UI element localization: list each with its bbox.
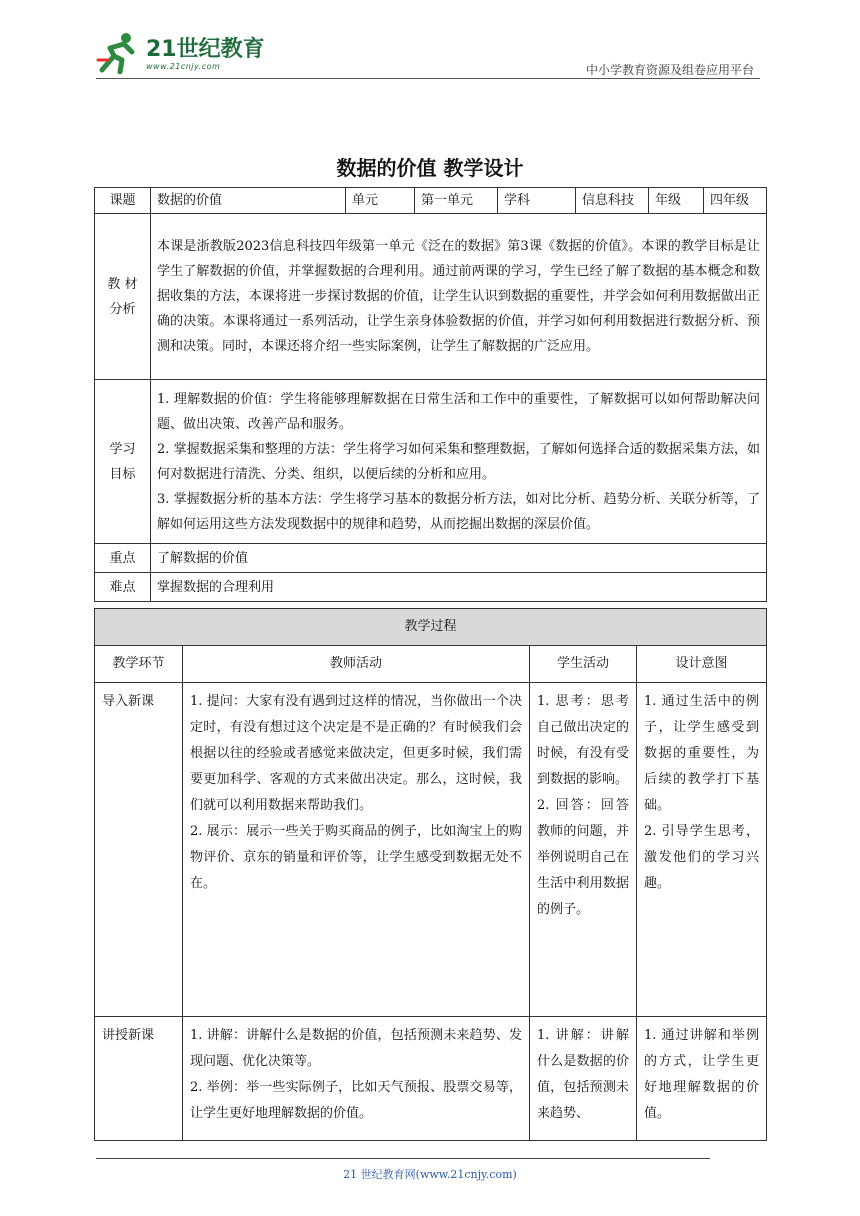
teacher-activity-item: 2. 举例：举一些实际例子，比如天气预报、股票交易等，让学生更好地理解数据的价值。: [190, 1080, 522, 1121]
goals-label-line1: 学习: [109, 441, 136, 457]
column-header: 教师活动: [183, 646, 530, 683]
lesson-info-table: [94, 187, 767, 602]
logo: [96, 30, 266, 78]
student-activity-item: 1. 思考：思考自己做出决定的时候，有没有受到数据的影响。: [537, 694, 629, 787]
unit-value: 第一单元: [415, 188, 498, 214]
platform-name: 中小学教育资源及组卷应用平台: [585, 63, 754, 77]
analysis-label-line1: 教 材: [107, 276, 138, 292]
key-point-label: 重点: [95, 544, 151, 573]
subject-value: 信息科技: [576, 188, 649, 214]
document-title: 数据的价值 教学设计: [336, 156, 524, 180]
subject-label: 学科: [498, 188, 576, 214]
student-activity-cell: [530, 1017, 637, 1141]
goals-row: [95, 380, 767, 544]
goal-item: 2. 掌握数据采集和整理的方法：学生将学习如何采集和整理数据，了解如何选择合适的数据采集方法，如何对数据进行清洗、分类、组织，以便后续的分析和应用。: [157, 441, 760, 482]
analysis-label: [95, 214, 151, 380]
design-intent-item: 2. 引导学生思考，激发他们的学习兴趣。: [644, 824, 760, 891]
goals-label-line2: 目标: [109, 466, 136, 482]
teacher-activity-item: 1. 提问：大家有没有遇到过这样的情况，当你做出一个决定时，有没有想过这个决定是不是正确的？有时候我们会根据以往的经验或者感觉来做决定，但更多时候，我们需要更加科学、客观的方式来做出决定。那么，这时候，我们就可以利用数据来帮助我们。: [190, 694, 522, 813]
teaching-process-table: [94, 608, 767, 1141]
design-intent-item: 1. 通过讲解和举例的方式，让学生更好地理解数据的价值。: [644, 1028, 760, 1121]
design-intent-cell: [637, 683, 767, 1017]
goal-item: 3. 掌握数据分析的基本方法：学生将学习基本的数据分析方法，如对比分析、趋势分析、关联分析等，了解如何运用这些方法发现数据中的规律和趋势，从而挖掘出数据的深层价值。: [157, 491, 760, 532]
analysis-text: 本课是浙教版2023信息科技四年级第一单元《泛在的数据》第3课《数据的价值》。本课的教学目标是让学生了解数据的价值，并掌握数据的合理利用。通过前两课的学习，学生已经了解了数据的基本概念和数据收集的方法，本课将进一步探讨数据的价值，让学生认识到数据的重要性，并学会如何利用数据做出正确的决策。本课将通过一系列活动，让学生亲身体验数据的价值，并学习如何利用数据进行数据分析、预测和决策。同时，本课还将介绍一些实际案例，让学生了解数据的广泛应用。: [151, 214, 767, 380]
process-header-row: [95, 646, 767, 683]
key-point-row: [95, 544, 767, 573]
teacher-activity-cell: [183, 1017, 530, 1141]
column-header: 学生活动: [530, 646, 637, 683]
difficulty-value: 掌握数据的合理利用: [151, 573, 767, 602]
header-divider: [96, 78, 760, 79]
info-row: [95, 188, 767, 214]
course-label: 课题: [95, 188, 151, 214]
process-title-row: [95, 609, 767, 646]
column-header: 教学环节: [95, 646, 183, 683]
process-row: [95, 683, 767, 1017]
runner-logo-icon: [96, 30, 140, 74]
unit-label: 单元: [346, 188, 415, 214]
stage-cell: 讲授新课: [95, 1017, 183, 1141]
process-row: [95, 1017, 767, 1141]
design-intent-item: 1. 通过生活中的例子，让学生感受到数据的重要性，为后续的教学打下基础。: [644, 694, 760, 813]
logo-text: 21世纪教育: [146, 37, 265, 62]
goal-item: 1. 理解数据的价值：学生将能够理解数据在日常生活和工作中的重要性，了解数据可以如何帮助解决问题、做出决策、改善产品和服务。: [157, 391, 760, 432]
footer-divider: [96, 1158, 710, 1159]
page-header: [0, 0, 860, 90]
goals-text: [151, 380, 767, 544]
course-value: 数据的价值: [151, 188, 346, 214]
column-header: 设计意图: [637, 646, 767, 683]
difficulty-label: 难点: [95, 573, 151, 602]
difficulty-row: [95, 573, 767, 602]
key-point-value: 了解数据的价值: [151, 544, 767, 573]
design-intent-cell: [637, 1017, 767, 1141]
stage-cell: 导入新课: [95, 683, 183, 1017]
student-activity-cell: [530, 683, 637, 1017]
analysis-label-line2: 分析: [109, 301, 136, 317]
student-activity-item: 1. 讲解：讲解什么是数据的价值，包括预测未来趋势、: [537, 1028, 629, 1121]
logo-url: www.21cnjy.com: [146, 62, 221, 71]
teacher-activity-item: 1. 讲解：讲解什么是数据的价值，包括预测未来趋势、发现问题、优化决策等。: [190, 1028, 522, 1069]
goals-label: [95, 380, 151, 544]
grade-value: 四年级: [704, 188, 767, 214]
process-title: 教学过程: [95, 609, 767, 646]
teacher-activity-cell: [183, 683, 530, 1017]
teacher-activity-item: 2. 展示：展示一些关于购买商品的例子，比如淘宝上的购物评价、京东的销量和评价等，让学生感受到数据无处不在。: [190, 824, 522, 891]
footer-text: 21 世纪教育网(www.21cnjy.com): [343, 1168, 517, 1181]
student-activity-item: 2. 回答：回答教师的问题，并举例说明自己在生活中利用数据的例子。: [537, 798, 629, 917]
grade-label: 年级: [649, 188, 704, 214]
analysis-row: [95, 214, 767, 380]
